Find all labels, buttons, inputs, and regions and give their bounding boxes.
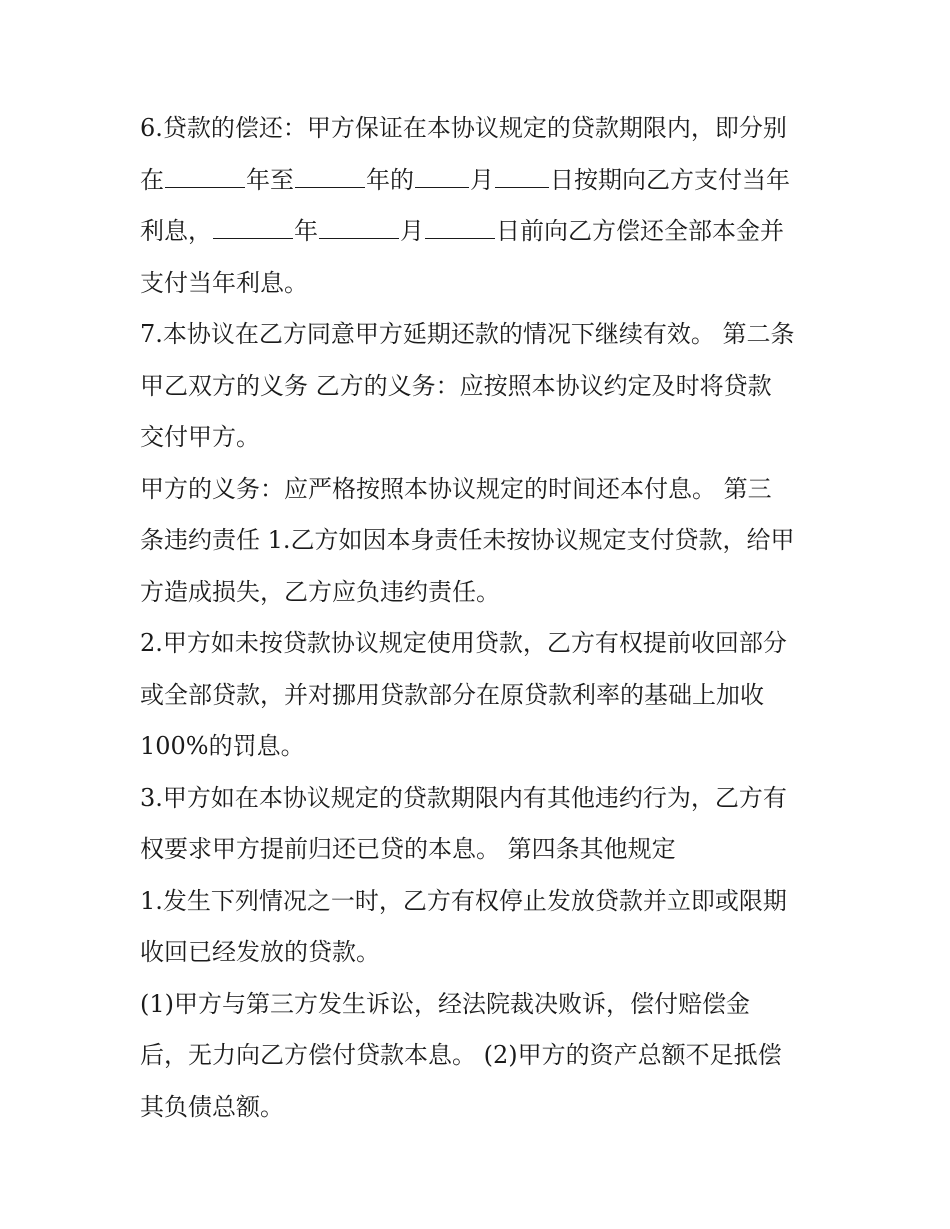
other-provisions-1 xyxy=(140,876,812,979)
text-line: 甲乙双方的义务 乙方的义务：应按照本协议约定及时将贷款 xyxy=(140,371,772,400)
text-line: 后，无力向乙方偿付贷款本息。 (2)甲方的资产总额不足抵偿 xyxy=(140,1041,782,1069)
text-line: 或全部贷款，并对挪用贷款部分在原贷款利率的基础上加收 xyxy=(140,680,764,709)
year-blank xyxy=(295,167,365,188)
text-line: 收回已经发放的贷款。 xyxy=(140,938,380,966)
text-line: 甲方的义务：应严格按照本协议规定的时间还本付息。 第三 xyxy=(140,474,772,503)
month-blank xyxy=(415,167,469,188)
breach-clause-3 xyxy=(140,773,812,876)
other-provisions-items xyxy=(140,979,812,1134)
document-body xyxy=(140,103,812,1133)
text-line-with-blanks: 在 年至 年的 月 日按期向乙方支付当年 xyxy=(140,165,790,194)
day-blank xyxy=(495,167,549,188)
text-line: 1.发生下列情况之一时，乙方有权停止发放贷款并立即或限期 xyxy=(140,886,787,915)
text-line-with-blanks: 利息， 年 月 日前向乙方偿还全部本金并 xyxy=(140,217,784,245)
text-line: 条违约责任 1.乙方如因本身责任未按协议规定支付贷款，给甲 xyxy=(140,526,795,554)
text-line: 2.甲方如未按贷款协议规定使用贷款，乙方有权提前收回部分 xyxy=(140,629,787,657)
clause-6-repayment xyxy=(140,103,812,309)
text-line: 3.甲方如在本协议规定的贷款期限内有其他违约行为，乙方有 xyxy=(140,783,787,812)
text-line: 交付甲方。 xyxy=(140,423,260,451)
text-line: 权要求甲方提前归还已贷的本息。 第四条其他规定 xyxy=(140,835,676,863)
text-line: 7.本协议在乙方同意甲方延期还款的情况下继续有效。 第二条 xyxy=(140,320,795,348)
day-blank xyxy=(425,218,495,239)
text-line: 支付当年利息。 xyxy=(140,268,308,297)
text-line: 6.贷款的偿还：甲方保证在本协议规定的贷款期限内，即分别 xyxy=(140,114,787,142)
clause-7-validity xyxy=(140,309,812,464)
text-line: 方造成损失，乙方应负违约责任。 xyxy=(140,577,500,606)
text-line: 100%的罚息。 xyxy=(140,732,305,760)
year-blank xyxy=(165,167,245,188)
party-a-obligations xyxy=(140,464,812,619)
text-line: (1)甲方与第三方发生诉讼，经法院裁决败诉，偿付赔偿金 xyxy=(140,989,750,1018)
year-blank xyxy=(213,218,293,239)
text-line: 其负债总额。 xyxy=(140,1092,284,1121)
month-blank xyxy=(319,218,399,239)
breach-clause-2 xyxy=(140,618,812,773)
